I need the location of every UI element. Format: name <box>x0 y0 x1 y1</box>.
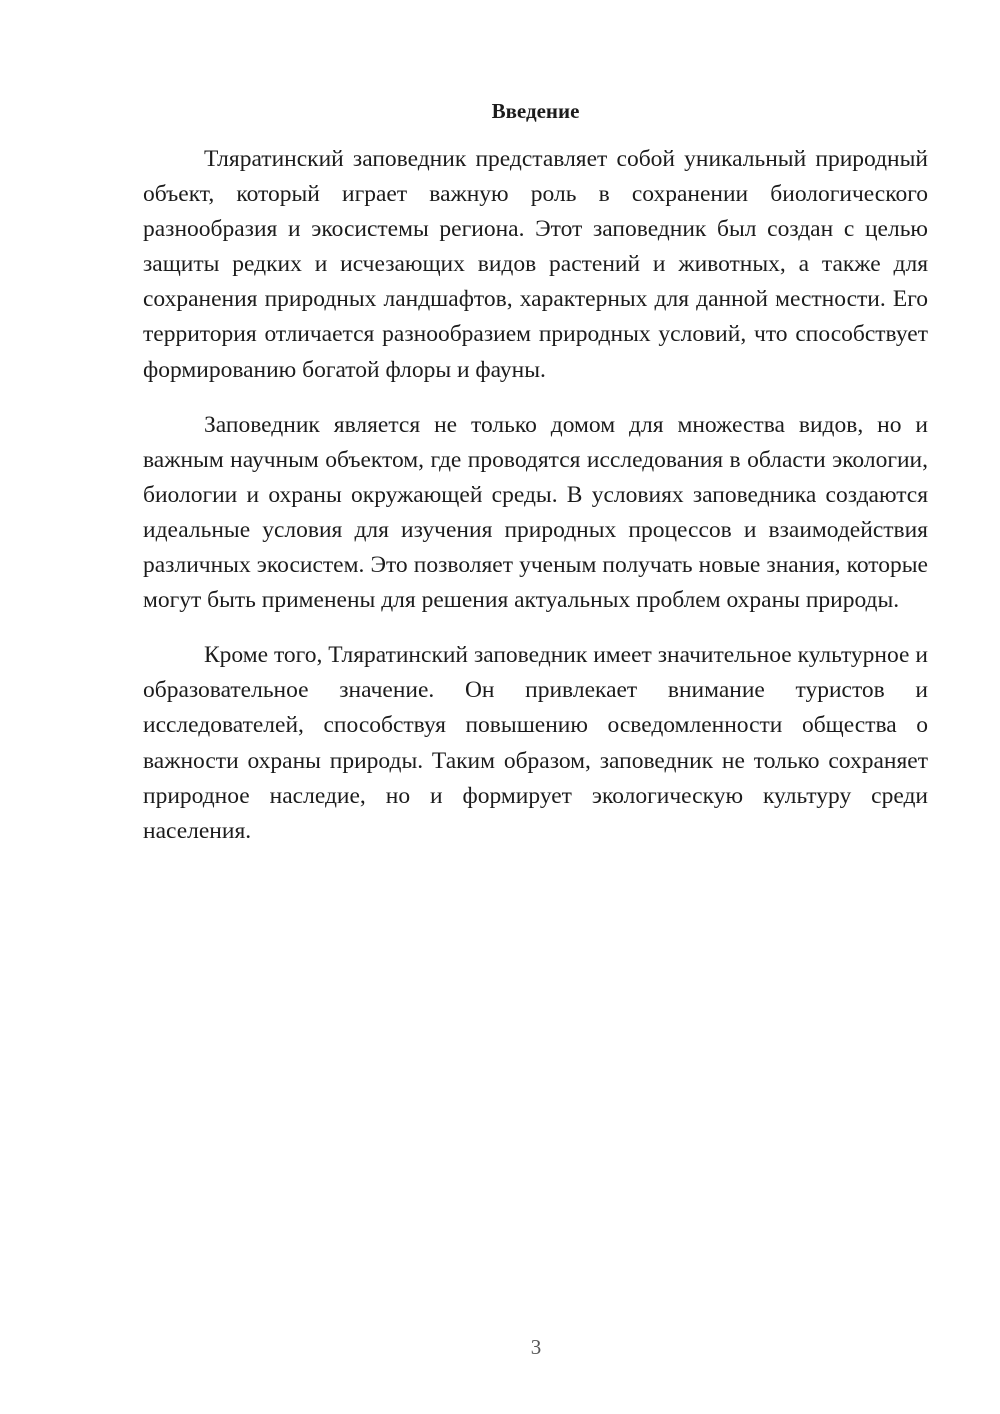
page-number: 3 <box>530 1335 542 1359</box>
paragraph-1: Тляратинский заповедник представляет собой уникальный природный объект, который играет важную роль в сохранении биологического разнообразия и экосистемы региона. Этот заповедник был создан с целью защиты редких и исчезающих видов растений и животных, а также для сохранения природных ландшафтов, характерных для данной местности. Его территория отличается разнообразием природных условий, что способствует формированию богатой флоры и фауны. <box>143 146 928 383</box>
section-title: Введение <box>491 99 580 123</box>
page-content <box>143 96 928 869</box>
paragraph-2: Заповедник является не только домом для множества видов, но и важным научным объектом, где проводятся исследования в области экологии, биологии и охраны окружающей среды. В условиях заповедника создаются идеальные условия для изучения природных процессов и взаимодействия различных экосистем. Это позволяет ученым получать новые знания, которые могут быть применены для решения актуальных проблем охраны природы. <box>143 411 928 614</box>
paragraph-3: Кроме того, Тляратинский заповедник имеет значительное культурное и образовательное значение. Он привлекает внимание туристов и исследователей, способствуя повышению осведомленности общества о важности охраны природы. Таким образом, заповедник не только сохраняет природное наследие, но и формирует экологическую культуру среди населения. <box>143 642 928 844</box>
